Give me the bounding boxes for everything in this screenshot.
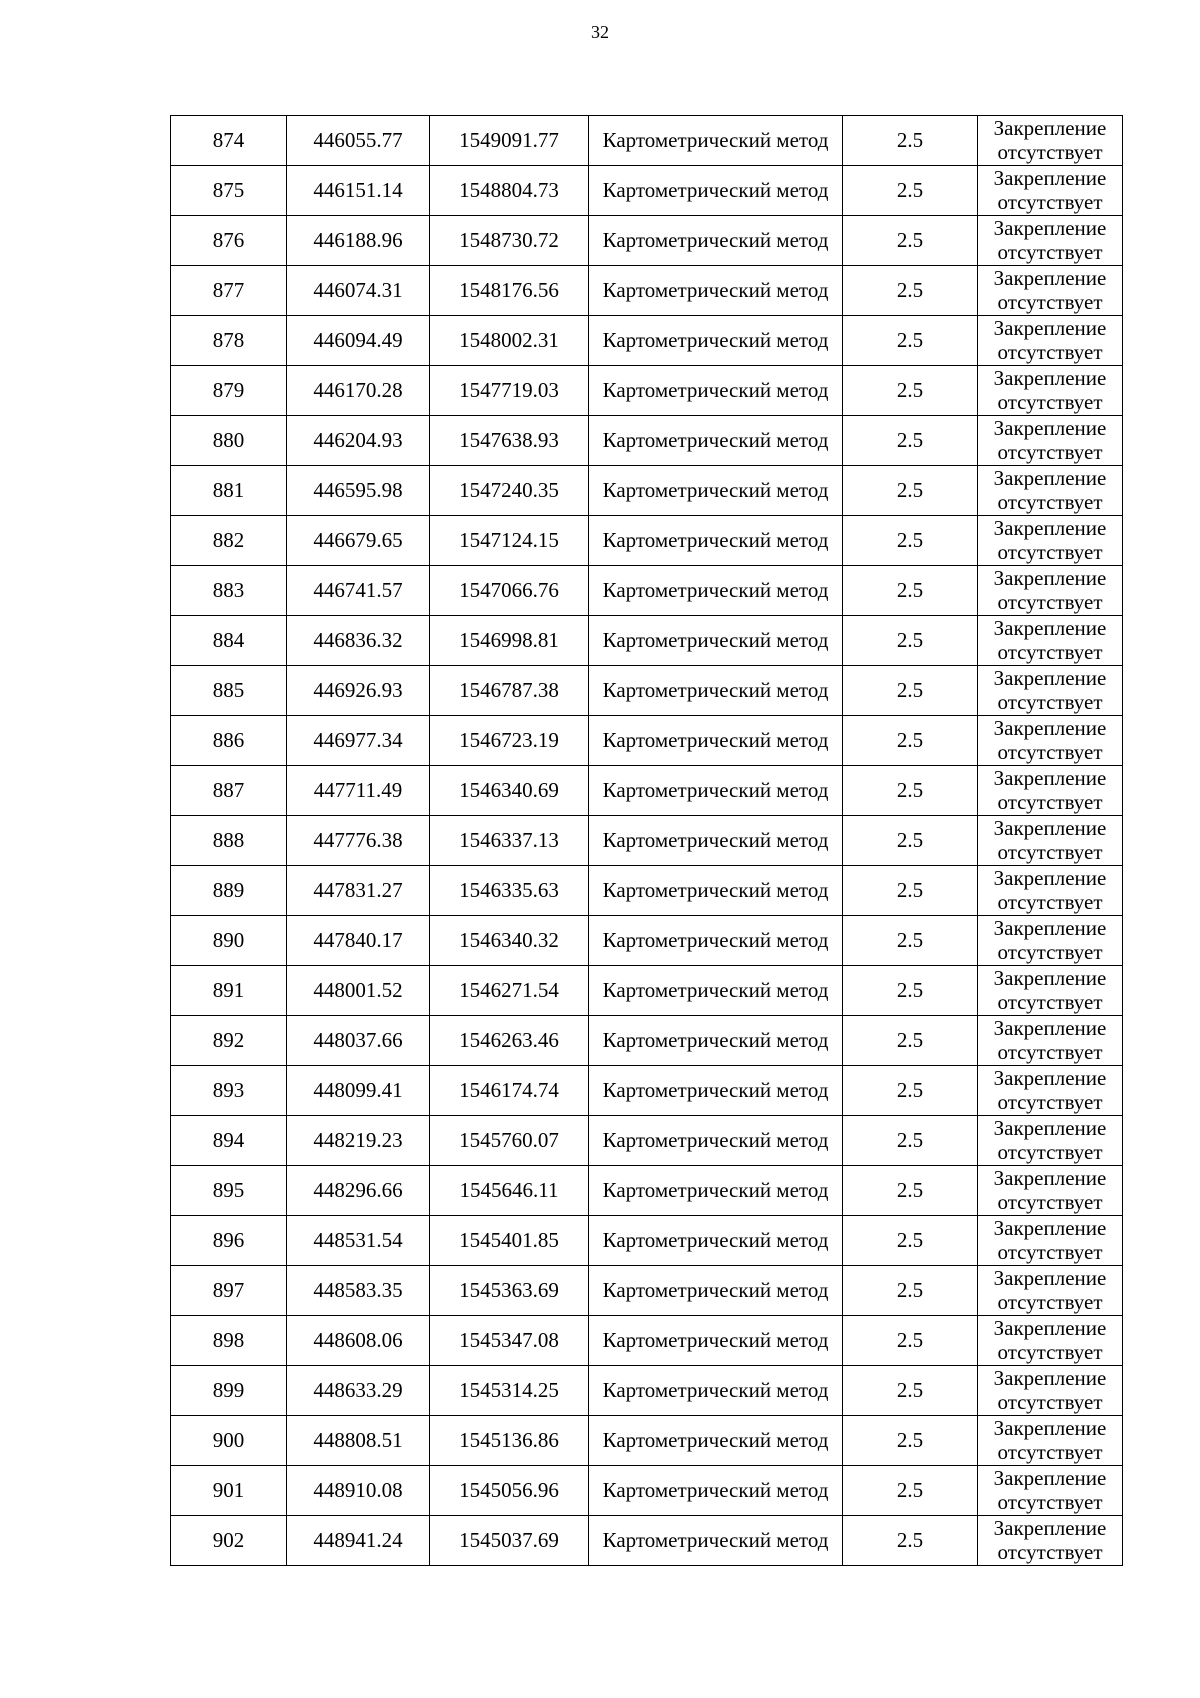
y-coordinate-cell: 1548002.31 xyxy=(430,316,589,366)
accuracy-cell: 2.5 xyxy=(843,1366,978,1416)
table-row xyxy=(171,866,1123,916)
table-row xyxy=(171,1216,1123,1266)
y-coordinate-cell: 1545037.69 xyxy=(430,1516,589,1566)
accuracy-cell: 2.5 xyxy=(843,1466,978,1516)
fixing-line-1: Закрепление xyxy=(993,1366,1107,1391)
x-coordinate-cell: 448037.66 xyxy=(287,1016,430,1066)
x-coordinate-cell: 448808.51 xyxy=(287,1416,430,1466)
accuracy-cell: 2.5 xyxy=(843,166,978,216)
x-coordinate-cell: 448001.52 xyxy=(287,966,430,1016)
x-coordinate-cell: 446094.49 xyxy=(287,316,430,366)
fixing-line-2: отсутствует xyxy=(997,1189,1103,1214)
x-coordinate-cell: 447831.27 xyxy=(287,866,430,916)
method-cell: Картометрический метод xyxy=(589,316,843,366)
fixing-line-2: отсутствует xyxy=(997,1089,1103,1114)
table-row xyxy=(171,416,1123,466)
point-number-cell: 877 xyxy=(171,266,287,316)
point-number-cell: 885 xyxy=(171,666,287,716)
method-cell: Картометрический метод xyxy=(589,816,843,866)
y-coordinate-cell: 1547719.03 xyxy=(430,366,589,416)
method-cell: Картометрический метод xyxy=(589,416,843,466)
fixing-line-2: отсутствует xyxy=(997,189,1103,214)
point-number-cell: 893 xyxy=(171,1066,287,1116)
y-coordinate-cell: 1547638.93 xyxy=(430,416,589,466)
fixing-line-1: Закрепление xyxy=(993,1416,1107,1441)
accuracy-cell: 2.5 xyxy=(843,116,978,166)
x-coordinate-cell: 448941.24 xyxy=(287,1516,430,1566)
method-cell: Картометрический метод xyxy=(589,366,843,416)
table-row xyxy=(171,316,1123,366)
point-number-cell: 875 xyxy=(171,166,287,216)
fixing-description-cell xyxy=(978,916,1123,966)
table-row xyxy=(171,1066,1123,1116)
table-row xyxy=(171,766,1123,816)
y-coordinate-cell: 1546335.63 xyxy=(430,866,589,916)
fixing-description-cell xyxy=(978,116,1123,166)
fixing-line-2: отсутствует xyxy=(997,139,1103,164)
accuracy-cell: 2.5 xyxy=(843,316,978,366)
accuracy-cell: 2.5 xyxy=(843,466,978,516)
method-cell: Картометрический метод xyxy=(589,1066,843,1116)
fixing-description-cell xyxy=(978,616,1123,666)
y-coordinate-cell: 1549091.77 xyxy=(430,116,589,166)
fixing-description-cell xyxy=(978,1316,1123,1366)
method-cell: Картометрический метод xyxy=(589,466,843,516)
fixing-line-1: Закрепление xyxy=(993,266,1107,291)
y-coordinate-cell: 1545347.08 xyxy=(430,1316,589,1366)
fixing-description-cell xyxy=(978,366,1123,416)
table-row xyxy=(171,916,1123,966)
point-number-cell: 898 xyxy=(171,1316,287,1366)
table-row xyxy=(171,716,1123,766)
accuracy-cell: 2.5 xyxy=(843,666,978,716)
table-row xyxy=(171,1416,1123,1466)
x-coordinate-cell: 446836.32 xyxy=(287,616,430,666)
fixing-line-2: отсутствует xyxy=(997,439,1103,464)
fixing-description-cell xyxy=(978,1016,1123,1066)
y-coordinate-cell: 1548730.72 xyxy=(430,216,589,266)
fixing-line-1: Закрепление xyxy=(993,816,1107,841)
point-number-cell: 892 xyxy=(171,1016,287,1066)
fixing-line-1: Закрепление xyxy=(993,1216,1107,1241)
point-number-cell: 880 xyxy=(171,416,287,466)
fixing-description-cell xyxy=(978,1266,1123,1316)
method-cell: Картометрический метод xyxy=(589,966,843,1016)
table-row xyxy=(171,1516,1123,1566)
table-row xyxy=(171,1316,1123,1366)
table-row xyxy=(171,566,1123,616)
y-coordinate-cell: 1547124.15 xyxy=(430,516,589,566)
method-cell: Картометрический метод xyxy=(589,166,843,216)
y-coordinate-cell: 1548804.73 xyxy=(430,166,589,216)
point-number-cell: 901 xyxy=(171,1466,287,1516)
method-cell: Картометрический метод xyxy=(589,716,843,766)
table-row xyxy=(171,1016,1123,1066)
method-cell: Картометрический метод xyxy=(589,916,843,966)
method-cell: Картометрический метод xyxy=(589,1116,843,1166)
fixing-line-1: Закрепление xyxy=(993,1466,1107,1491)
accuracy-cell: 2.5 xyxy=(843,1216,978,1266)
fixing-description-cell xyxy=(978,266,1123,316)
y-coordinate-cell: 1546723.19 xyxy=(430,716,589,766)
table-row xyxy=(171,1266,1123,1316)
fixing-description-cell xyxy=(978,1516,1123,1566)
x-coordinate-cell: 448633.29 xyxy=(287,1366,430,1416)
fixing-line-1: Закрепление xyxy=(993,516,1107,541)
coordinates-table-body xyxy=(171,116,1123,1566)
x-coordinate-cell: 446151.14 xyxy=(287,166,430,216)
fixing-line-1: Закрепление xyxy=(993,1066,1107,1091)
fixing-description-cell xyxy=(978,1466,1123,1516)
point-number-cell: 891 xyxy=(171,966,287,1016)
accuracy-cell: 2.5 xyxy=(843,516,978,566)
fixing-line-2: отсутствует xyxy=(997,339,1103,364)
table-row xyxy=(171,666,1123,716)
y-coordinate-cell: 1545401.85 xyxy=(430,1216,589,1266)
fixing-line-2: отсутствует xyxy=(997,289,1103,314)
accuracy-cell: 2.5 xyxy=(843,916,978,966)
x-coordinate-cell: 447776.38 xyxy=(287,816,430,866)
page-number: 32 xyxy=(591,22,609,42)
fixing-line-1: Закрепление xyxy=(993,1166,1107,1191)
method-cell: Картометрический метод xyxy=(589,1316,843,1366)
point-number-cell: 878 xyxy=(171,316,287,366)
fixing-line-1: Закрепление xyxy=(993,716,1107,741)
y-coordinate-cell: 1546340.32 xyxy=(430,916,589,966)
x-coordinate-cell: 446188.96 xyxy=(287,216,430,266)
table-row xyxy=(171,816,1123,866)
x-coordinate-cell: 447711.49 xyxy=(287,766,430,816)
x-coordinate-cell: 447840.17 xyxy=(287,916,430,966)
fixing-description-cell xyxy=(978,966,1123,1016)
x-coordinate-cell: 446926.93 xyxy=(287,666,430,716)
point-number-cell: 879 xyxy=(171,366,287,416)
accuracy-cell: 2.5 xyxy=(843,416,978,466)
method-cell: Картометрический метод xyxy=(589,566,843,616)
y-coordinate-cell: 1545363.69 xyxy=(430,1266,589,1316)
fixing-description-cell xyxy=(978,1166,1123,1216)
y-coordinate-cell: 1545056.96 xyxy=(430,1466,589,1516)
x-coordinate-cell: 448531.54 xyxy=(287,1216,430,1266)
accuracy-cell: 2.5 xyxy=(843,966,978,1016)
x-coordinate-cell: 446977.34 xyxy=(287,716,430,766)
point-number-cell: 887 xyxy=(171,766,287,816)
accuracy-cell: 2.5 xyxy=(843,766,978,816)
table-row xyxy=(171,366,1123,416)
fixing-description-cell xyxy=(978,516,1123,566)
accuracy-cell: 2.5 xyxy=(843,1516,978,1566)
method-cell: Картометрический метод xyxy=(589,1166,843,1216)
method-cell: Картометрический метод xyxy=(589,616,843,666)
fixing-description-cell xyxy=(978,166,1123,216)
point-number-cell: 882 xyxy=(171,516,287,566)
point-number-cell: 883 xyxy=(171,566,287,616)
point-number-cell: 902 xyxy=(171,1516,287,1566)
point-number-cell: 876 xyxy=(171,216,287,266)
fixing-line-1: Закрепление xyxy=(993,1016,1107,1041)
method-cell: Картометрический метод xyxy=(589,666,843,716)
y-coordinate-cell: 1545136.86 xyxy=(430,1416,589,1466)
fixing-description-cell xyxy=(978,716,1123,766)
table-row xyxy=(171,966,1123,1016)
fixing-line-1: Закрепление xyxy=(993,166,1107,191)
fixing-line-1: Закрепление xyxy=(993,666,1107,691)
y-coordinate-cell: 1546998.81 xyxy=(430,616,589,666)
method-cell: Картометрический метод xyxy=(589,266,843,316)
x-coordinate-cell: 448608.06 xyxy=(287,1316,430,1366)
y-coordinate-cell: 1546340.69 xyxy=(430,766,589,816)
fixing-line-2: отсутствует xyxy=(997,989,1103,1014)
accuracy-cell: 2.5 xyxy=(843,1416,978,1466)
fixing-line-2: отсутствует xyxy=(997,839,1103,864)
fixing-description-cell xyxy=(978,416,1123,466)
fixing-line-2: отсутствует xyxy=(997,889,1103,914)
fixing-description-cell xyxy=(978,316,1123,366)
accuracy-cell: 2.5 xyxy=(843,266,978,316)
x-coordinate-cell: 446595.98 xyxy=(287,466,430,516)
table-row xyxy=(171,166,1123,216)
method-cell: Картометрический метод xyxy=(589,766,843,816)
x-coordinate-cell: 448583.35 xyxy=(287,1266,430,1316)
x-coordinate-cell: 446204.93 xyxy=(287,416,430,466)
fixing-line-1: Закрепление xyxy=(993,466,1107,491)
method-cell: Картометрический метод xyxy=(589,866,843,916)
fixing-description-cell xyxy=(978,766,1123,816)
method-cell: Картометрический метод xyxy=(589,1366,843,1416)
method-cell: Картометрический метод xyxy=(589,1266,843,1316)
fixing-line-1: Закрепление xyxy=(993,366,1107,391)
x-coordinate-cell: 446679.65 xyxy=(287,516,430,566)
point-number-cell: 874 xyxy=(171,116,287,166)
point-number-cell: 889 xyxy=(171,866,287,916)
fixing-line-1: Закрепление xyxy=(993,1316,1107,1341)
fixing-line-2: отсутствует xyxy=(997,939,1103,964)
fixing-line-1: Закрепление xyxy=(993,1266,1107,1291)
fixing-line-1: Закрепление xyxy=(993,216,1107,241)
method-cell: Картометрический метод xyxy=(589,116,843,166)
point-number-cell: 899 xyxy=(171,1366,287,1416)
fixing-line-1: Закрепление xyxy=(993,116,1107,141)
y-coordinate-cell: 1548176.56 xyxy=(430,266,589,316)
fixing-line-1: Закрепление xyxy=(993,616,1107,641)
fixing-line-2: отсутствует xyxy=(997,539,1103,564)
point-number-cell: 884 xyxy=(171,616,287,666)
point-number-cell: 890 xyxy=(171,916,287,966)
x-coordinate-cell: 448910.08 xyxy=(287,1466,430,1516)
fixing-line-2: отсутствует xyxy=(997,639,1103,664)
point-number-cell: 894 xyxy=(171,1116,287,1166)
point-number-cell: 881 xyxy=(171,466,287,516)
x-coordinate-cell: 446741.57 xyxy=(287,566,430,616)
fixing-description-cell xyxy=(978,1116,1123,1166)
fixing-description-cell xyxy=(978,866,1123,916)
fixing-line-2: отсутствует xyxy=(997,689,1103,714)
fixing-line-2: отсутствует xyxy=(997,1139,1103,1164)
fixing-line-2: отсутствует xyxy=(997,1439,1103,1464)
method-cell: Картометрический метод xyxy=(589,1516,843,1566)
fixing-line-2: отсутствует xyxy=(997,1489,1103,1514)
point-number-cell: 900 xyxy=(171,1416,287,1466)
point-number-cell: 886 xyxy=(171,716,287,766)
fixing-description-cell xyxy=(978,216,1123,266)
table-row xyxy=(171,1116,1123,1166)
table-row xyxy=(171,616,1123,666)
x-coordinate-cell: 448219.23 xyxy=(287,1116,430,1166)
fixing-line-2: отсутствует xyxy=(997,589,1103,614)
fixing-description-cell xyxy=(978,1066,1123,1116)
accuracy-cell: 2.5 xyxy=(843,366,978,416)
table-row xyxy=(171,266,1123,316)
accuracy-cell: 2.5 xyxy=(843,1166,978,1216)
fixing-line-2: отсутствует xyxy=(997,789,1103,814)
point-number-cell: 896 xyxy=(171,1216,287,1266)
accuracy-cell: 2.5 xyxy=(843,1266,978,1316)
point-number-cell: 897 xyxy=(171,1266,287,1316)
x-coordinate-cell: 446170.28 xyxy=(287,366,430,416)
coordinates-table xyxy=(170,115,1123,1566)
accuracy-cell: 2.5 xyxy=(843,866,978,916)
y-coordinate-cell: 1545314.25 xyxy=(430,1366,589,1416)
accuracy-cell: 2.5 xyxy=(843,1116,978,1166)
accuracy-cell: 2.5 xyxy=(843,716,978,766)
accuracy-cell: 2.5 xyxy=(843,1016,978,1066)
fixing-description-cell xyxy=(978,566,1123,616)
accuracy-cell: 2.5 xyxy=(843,1066,978,1116)
fixing-description-cell xyxy=(978,1416,1123,1466)
x-coordinate-cell: 448099.41 xyxy=(287,1066,430,1116)
point-number-cell: 888 xyxy=(171,816,287,866)
x-coordinate-cell: 448296.66 xyxy=(287,1166,430,1216)
y-coordinate-cell: 1546174.74 xyxy=(430,1066,589,1116)
y-coordinate-cell: 1546271.54 xyxy=(430,966,589,1016)
fixing-line-2: отсутствует xyxy=(997,739,1103,764)
fixing-line-1: Закрепление xyxy=(993,916,1107,941)
fixing-line-1: Закрепление xyxy=(993,966,1107,991)
x-coordinate-cell: 446074.31 xyxy=(287,266,430,316)
method-cell: Картометрический метод xyxy=(589,1466,843,1516)
y-coordinate-cell: 1546337.13 xyxy=(430,816,589,866)
fixing-line-2: отсутствует xyxy=(997,489,1103,514)
method-cell: Картометрический метод xyxy=(589,516,843,566)
table-row xyxy=(171,516,1123,566)
y-coordinate-cell: 1547066.76 xyxy=(430,566,589,616)
method-cell: Картометрический метод xyxy=(589,1016,843,1066)
fixing-line-2: отсутствует xyxy=(997,1289,1103,1314)
fixing-line-1: Закрепление xyxy=(993,766,1107,791)
fixing-line-2: отсутствует xyxy=(997,239,1103,264)
table-row xyxy=(171,216,1123,266)
fixing-line-2: отсутствует xyxy=(997,1239,1103,1264)
table-row xyxy=(171,466,1123,516)
method-cell: Картометрический метод xyxy=(589,1216,843,1266)
fixing-description-cell xyxy=(978,466,1123,516)
fixing-description-cell xyxy=(978,1216,1123,1266)
fixing-line-2: отсутствует xyxy=(997,1539,1103,1564)
fixing-line-1: Закрепление xyxy=(993,1116,1107,1141)
fixing-line-2: отсутствует xyxy=(997,1039,1103,1064)
table-row xyxy=(171,1366,1123,1416)
point-number-cell: 895 xyxy=(171,1166,287,1216)
accuracy-cell: 2.5 xyxy=(843,1316,978,1366)
accuracy-cell: 2.5 xyxy=(843,566,978,616)
fixing-line-1: Закрепление xyxy=(993,316,1107,341)
fixing-description-cell xyxy=(978,666,1123,716)
fixing-line-1: Закрепление xyxy=(993,866,1107,891)
table-row xyxy=(171,1466,1123,1516)
y-coordinate-cell: 1547240.35 xyxy=(430,466,589,516)
fixing-line-2: отсутствует xyxy=(997,1389,1103,1414)
table-row xyxy=(171,1166,1123,1216)
y-coordinate-cell: 1546263.46 xyxy=(430,1016,589,1066)
y-coordinate-cell: 1546787.38 xyxy=(430,666,589,716)
accuracy-cell: 2.5 xyxy=(843,816,978,866)
fixing-line-1: Закрепление xyxy=(993,1516,1107,1541)
x-coordinate-cell: 446055.77 xyxy=(287,116,430,166)
fixing-line-2: отсутствует xyxy=(997,389,1103,414)
y-coordinate-cell: 1545760.07 xyxy=(430,1116,589,1166)
y-coordinate-cell: 1545646.11 xyxy=(430,1166,589,1216)
fixing-line-1: Закрепление xyxy=(993,416,1107,441)
method-cell: Картометрический метод xyxy=(589,1416,843,1466)
fixing-line-2: отсутствует xyxy=(997,1339,1103,1364)
method-cell: Картометрический метод xyxy=(589,216,843,266)
fixing-description-cell xyxy=(978,816,1123,866)
fixing-description-cell xyxy=(978,1366,1123,1416)
fixing-line-1: Закрепление xyxy=(993,566,1107,591)
accuracy-cell: 2.5 xyxy=(843,216,978,266)
accuracy-cell: 2.5 xyxy=(843,616,978,666)
table-row xyxy=(171,116,1123,166)
